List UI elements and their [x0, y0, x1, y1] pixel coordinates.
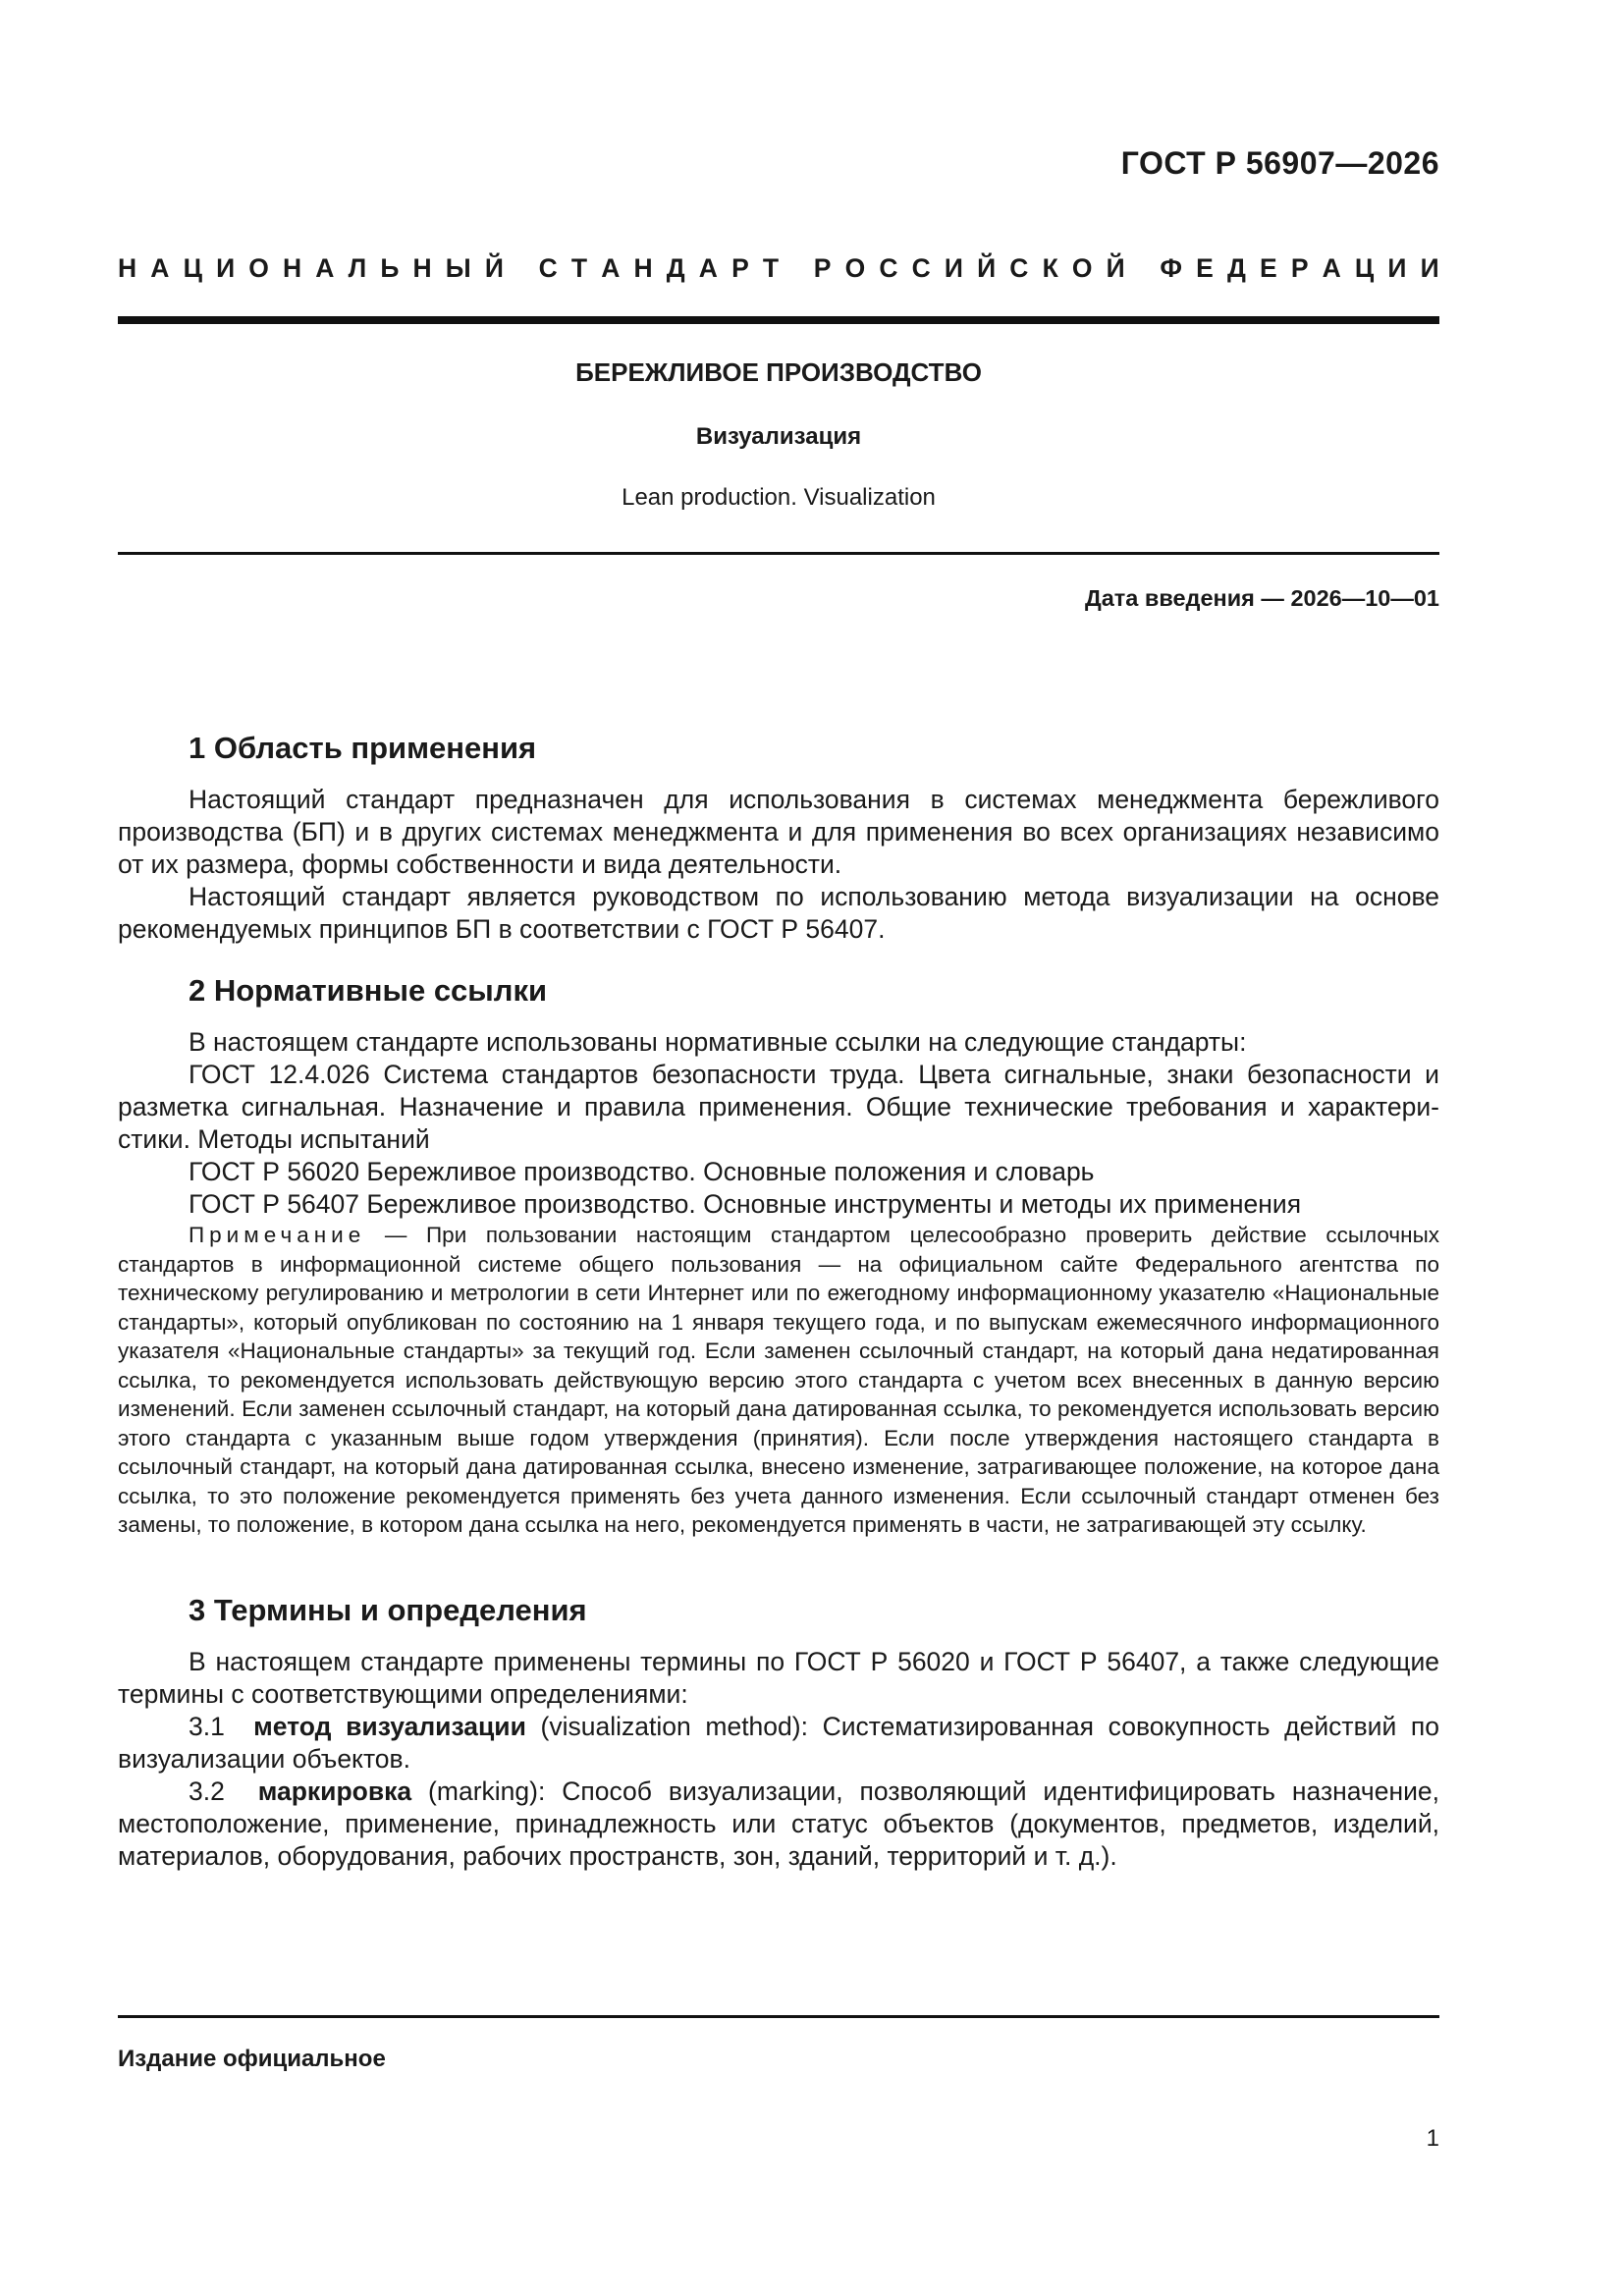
banner-letter: Е — [1259, 253, 1277, 283]
paragraph: Настоящий стандарт предназначен для использования в системах менеджмента бережливого производства (БП) и в других системах менеджмента и для применения во всех организациях независимо от их размера, формы собственности и вида деятельности. — [118, 785, 1439, 879]
banner-letter: Т — [762, 253, 780, 283]
banner-letter: О — [248, 253, 269, 283]
banner-letter: Н — [118, 253, 137, 283]
document-page — [118, 0, 1439, 2296]
reference-item: ГОСТ Р 56407 Бережливое производство. Основные инструменты и методы их применения — [189, 1189, 1302, 1219]
banner-letter: С — [879, 253, 898, 283]
banner-letter: Д — [666, 253, 685, 283]
section-heading: 2 Нормативные ссылки — [189, 973, 548, 1008]
banner-letter: А — [1322, 253, 1341, 283]
national-standard-banner — [118, 253, 1439, 284]
banner-letter: Ф — [1160, 253, 1182, 283]
paragraph: В настоящем стандарте использованы нормативные ссылки на следующие стандарты: — [189, 1027, 1247, 1057]
banner-letter: С — [1009, 253, 1029, 283]
section-normative-references — [118, 971, 1439, 1540]
banner-letter: Н — [633, 253, 653, 283]
section-heading: 1 Область применения — [189, 731, 537, 765]
introduction-date: Дата введения — 2026—10—01 — [1084, 585, 1439, 611]
document-title: БЕРЕЖЛИВОЕ ПРОИЗВОДСТВО — [575, 357, 982, 387]
banner-letter: Н — [412, 253, 432, 283]
banner-letter: Й — [977, 253, 997, 283]
banner-letter: И — [216, 253, 236, 283]
document-title-english: Lean production. Visualization — [622, 484, 936, 511]
section-scope — [118, 729, 1439, 946]
term-name: метод визуализации — [253, 1711, 526, 1741]
term-name: маркировка — [257, 1776, 412, 1806]
banner-word-gap — [517, 253, 524, 284]
banner-letter: И — [1387, 253, 1407, 283]
banner-letter: Ц — [1354, 253, 1375, 283]
banner-letter: А — [698, 253, 718, 283]
banner-letter: Е — [1196, 253, 1214, 283]
banner-letter: С — [911, 253, 931, 283]
term-number: 3.2 — [189, 1776, 225, 1806]
banner-letter: С — [538, 253, 558, 283]
paragraph: Настоящий стандарт является руководством по использованию метода визуализации на основе рекомендуемых принципов БП в соответствии с ГОСТ Р 56407. — [118, 882, 1439, 944]
banner-letter: А — [150, 253, 170, 283]
banner-letter: Й — [1106, 253, 1125, 283]
banner-word-gap — [792, 253, 799, 284]
banner-letter: О — [844, 253, 866, 283]
footer-divider — [118, 2015, 1439, 2018]
banner-letter: Н — [283, 253, 302, 283]
banner-letter: Р — [731, 253, 749, 283]
section-terms-definitions — [118, 1591, 1439, 1873]
document-subtitle: Визуализация — [695, 423, 862, 450]
banner-letter: К — [1042, 253, 1058, 283]
banner-letter: Р — [813, 253, 832, 283]
note — [118, 1221, 1439, 1540]
page-number: 1 — [1426, 2125, 1439, 2152]
banner-letter: Т — [570, 253, 588, 283]
banner-letter: Л — [348, 253, 367, 283]
note-text: — При пользовании настоящим стандартом целесообразно проверить действие ссылочных стандартов в информационной системе общего пользования — на официальном сайте Федерального агентства по техническому регулированию и метрологии в сети Интернет или по ежегодному информационному указателю «Национальные стандарты», который опубликован по состоянию на 1 января текущего года, и по выпускам ежемесячного информационного указателя «Национальные стандарты» за текущий год. Если заменен ссылочный стандарт, на который дана недатированная ссылка, то рекомендуется использовать действующую версию этого стандарта с учетом всех внесенных в данную версию изменений. Если заменен ссылочный стандарт, на который дана датированная ссылка, то рекомендуется использовать версию этого стандарта с указанным выше годом утверждения (принятия). Если после утверждения настоящего стандарта в ссылочный стандарт, на который дана датированная ссылка, внесено изменение, затрагивающее положение, на которое дана ссылка, то это положение рекомендуется применять без учета данного изменения. Если ссылочный стандарт отменен без замены, то положение, в котором дана ссылка на него, рекомендуется применять в части, не затрагивающей эту ссылку. — [118, 1223, 1439, 1537]
banner-word-gap — [1139, 253, 1146, 284]
banner-letter: Й — [484, 253, 504, 283]
banner-letter: Р — [1290, 253, 1309, 283]
banner-letter: Д — [1226, 253, 1246, 283]
term-entry — [118, 1776, 1439, 1873]
header-divider — [118, 316, 1439, 324]
document-body — [118, 729, 1439, 1896]
paragraph: В настоящем стандарте применены термины по ГОСТ Р 56020 и ГОСТ Р 56407, а также следующие термины с соответствующими определениями: — [118, 1646, 1439, 1709]
banner-letter: А — [315, 253, 335, 283]
term-definition: (visualization method): Систематизированная совокупность действий по визуализации объектов. — [118, 1711, 1440, 1774]
banner-letter: И — [1420, 253, 1439, 283]
banner-letter: А — [601, 253, 621, 283]
banner-letter: И — [944, 253, 963, 283]
title-divider — [118, 552, 1439, 555]
section-heading: 3 Термины и определения — [189, 1592, 587, 1627]
document-code: ГОСТ Р 56907—2026 — [1120, 145, 1439, 181]
official-edition-label: Издание официальное — [118, 2046, 386, 2072]
note-label: Примечание — [189, 1223, 366, 1247]
reference-item: ГОСТ Р 56020 Бережливое производство. Основные положения и словарь — [189, 1157, 1095, 1186]
banner-letter: Ы — [445, 253, 471, 283]
banner-letter: Ц — [183, 253, 202, 283]
banner-letter: Ь — [380, 253, 400, 283]
term-definition: (marking): Способ визуализации, позволяющий идентифицировать назначение, местоположение, применение, принадлежность или статус объектов (документов, предметов, изделий, материалов, оборудования, рабочих пространств, зон, зданий, территорий и т. д.). — [118, 1776, 1439, 1871]
reference-item: ГОСТ 12.4.026 Система стандартов безопасности труда. Цвета сигнальные, знаки безопасности и разметка сигнальная. Назначение и правила применения. Общие технические требования и характеристики. Методы испытаний — [118, 1060, 1439, 1154]
term-entry — [118, 1711, 1439, 1776]
term-number: 3.1 — [189, 1711, 225, 1741]
banner-letter: О — [1071, 253, 1093, 283]
